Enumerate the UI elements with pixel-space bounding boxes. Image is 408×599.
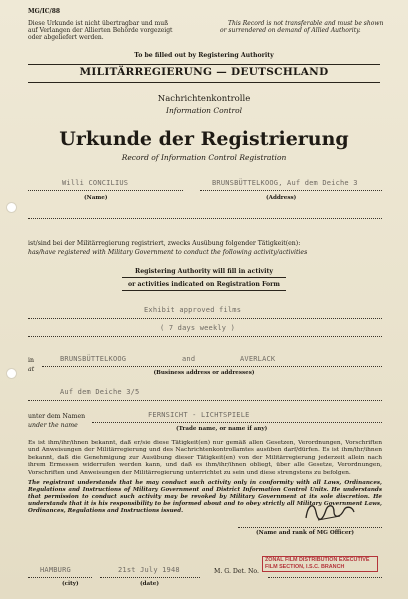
business-address-line-2 bbox=[28, 400, 382, 401]
registering-note-line-2: or activities indicated on Registration Form bbox=[128, 281, 280, 288]
punch-hole-top bbox=[6, 202, 17, 213]
registered-de: ist/sind bei der Militärregierung registriert, zwecks Ausübung folgender Tätigkeit(en): bbox=[28, 240, 301, 247]
header-rule-bottom bbox=[28, 82, 380, 83]
activity-2: ( 7 days weekly ) bbox=[160, 324, 236, 332]
title-en: Record of Information Control Registration bbox=[121, 153, 287, 162]
notice-de-line-2: auf Verlangen der Allierten Behörde vorgezeigt bbox=[28, 27, 173, 34]
form-code: MG/IC/88 bbox=[28, 8, 61, 15]
note-underline-1 bbox=[122, 277, 286, 278]
stamp-line-2: FILM SECTION, I.S.C. BRANCH bbox=[265, 564, 345, 570]
header-title: MILITÄRREGIERUNG — DEUTSCHLAND bbox=[79, 66, 329, 78]
activity-line-2 bbox=[28, 336, 382, 337]
division-en: Information Control bbox=[166, 106, 242, 115]
name-value: Willi CONCILIUS bbox=[62, 179, 129, 187]
to-be-filled-note: To be filled out by Registering Authority bbox=[134, 52, 274, 59]
official-stamp bbox=[262, 556, 378, 572]
registered-en: has/have registered with Military Government to conduct the following activity/activities bbox=[28, 249, 308, 256]
activity-line-1 bbox=[28, 318, 382, 319]
date-value: 21st July 1948 bbox=[118, 566, 180, 574]
registering-note-line-1: Registering Authority will fill in activity bbox=[135, 268, 273, 275]
place-3: Auf dem Deiche 3/5 bbox=[60, 388, 140, 396]
place-2: AVERLACK bbox=[240, 355, 276, 363]
notice-en-line-2: or surrendered on demand of Allied Authority. bbox=[220, 27, 361, 34]
place-value: HAMBURG bbox=[40, 566, 71, 574]
address-value: BRUNSBÜTTELKOOG, Auf dem Deiche 3 bbox=[212, 179, 358, 187]
date-caption: (date) bbox=[140, 581, 159, 587]
activity-1: Exhibit approved films bbox=[144, 306, 242, 314]
notice-de-line-1: Diese Urkunde ist nicht übertragbar und muß bbox=[28, 20, 169, 27]
trade-name-caption: (Trade name, or name if any) bbox=[176, 426, 268, 432]
paragraph-en: The registrant understands that he may conduct such activity only in conformity with all Laws, Ordinances, Regulations and Instructions of Military Government and District Information Control Units. He understands that permission to conduct such activity may be revoked by Military Government at its sole discretion. He understands that it is his responsibility to be informed about and to obey strictly all Military Government Laws, Ordinances, Regulations and Instructions issued. bbox=[28, 480, 382, 514]
name-line bbox=[28, 190, 183, 191]
place-1: BRUNSBÜTTELKOOG bbox=[60, 355, 127, 363]
notice-en-line-1: This Record is not transferable and must be shown bbox=[228, 20, 384, 27]
note-underline-2 bbox=[122, 290, 286, 291]
division-de: Nachrichtenkontrolle bbox=[157, 94, 251, 104]
address-line bbox=[200, 190, 382, 191]
in-label: in bbox=[28, 357, 34, 364]
trade-name-label-en: under the name bbox=[28, 422, 78, 429]
city-caption: (city) bbox=[62, 581, 79, 587]
business-caption: (Business address or addresses) bbox=[153, 370, 255, 376]
notice-de-line-3: oder abgeliefert werden. bbox=[28, 34, 104, 41]
trade-name-line bbox=[92, 422, 382, 423]
place-and: and bbox=[182, 355, 196, 363]
at-label: at bbox=[28, 366, 35, 373]
paragraph-de: Es ist ihm/ihr/ihnen bekannt, daß er/sie diese Tätigkeit(en) nur gemäß allen Gesetzen, Verordnungen, Vorschriften und Anweisungen der Militärregierung und des Nachrichtenkontrollamtes ausüben darf/dürfen. Es ist ihm/ihr/ihnen bekannt, daß die Genehmigung zur Ausübung dieser Tätigkeit(en) von der Militärregierung jederzeit allein nach ihrem Ermessen widerrufen werden kann, und daß es ihm/ihr/ihnen obliegt, über alle Gesetze, Verordnungen, Vorschriften und Anweisungen der Militärregierung unterrichtet zu sein und diese strengstens zu befolgen. bbox=[28, 440, 382, 476]
mg-det-label: M. G. Det. No. bbox=[214, 568, 259, 575]
blank-line bbox=[28, 218, 382, 219]
header-rule-top bbox=[28, 64, 380, 65]
trade-name-value: FERNSICHT - LICHTSPIELE bbox=[148, 411, 250, 419]
trade-name-label-de: unter dem Namen bbox=[28, 413, 86, 420]
address-caption: (Address) bbox=[266, 195, 297, 201]
business-address-line bbox=[42, 366, 382, 367]
date-line bbox=[100, 577, 200, 578]
city-line bbox=[28, 577, 92, 578]
officer-line bbox=[238, 527, 382, 528]
officer-caption: (Name and rank of MG Officer) bbox=[256, 530, 354, 536]
stamp-line-1: ZONAL FILM DISTRIBUTION EXECUTIVE bbox=[265, 557, 370, 563]
name-caption: (Name) bbox=[84, 195, 108, 201]
mg-det-line bbox=[268, 577, 382, 578]
officer-signature bbox=[300, 498, 360, 526]
title-de: Urkunde der Registrierung bbox=[59, 128, 349, 150]
